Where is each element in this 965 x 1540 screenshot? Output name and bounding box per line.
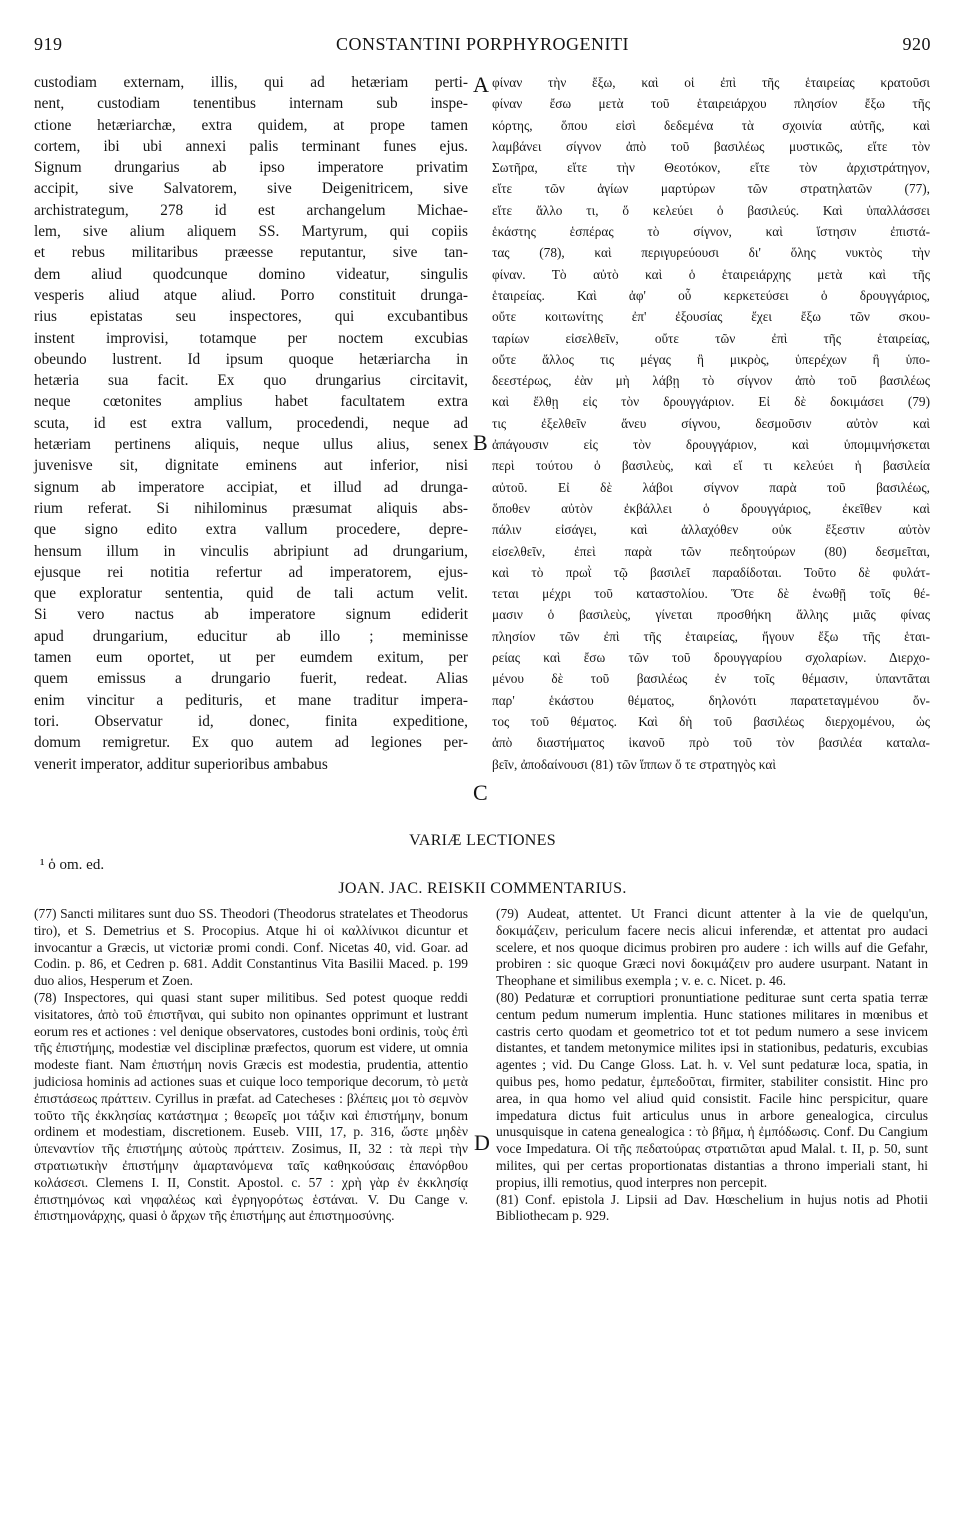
greek-text-line: τεται μέχρι τοῦ καταστολίου. Ὅτε δὲ ἑνωθῇ τοῖς θέ- <box>492 586 930 602</box>
latin-text-line: lem, sive alium aliquem SS. Martyrum, qui copiis <box>34 223 468 241</box>
latin-text-line: juvenisve sit, dignitate eminens aut inferior, nisi <box>34 457 468 475</box>
latin-text-line: cortem, ibi ubi annexi palis terminant funes ejus. <box>34 137 468 155</box>
latin-text-line: tori. Observatur id, donec, finita expeditione, <box>34 712 468 730</box>
greek-text-column <box>492 72 930 775</box>
latin-text-line: Si vero nactus ab imperatore signum ediderit <box>34 606 468 624</box>
greek-text-line: τις ἐξελθεῖν ἄνευ σίγνου, δεσμοῦσιν αὐτὸν καὶ <box>492 415 930 431</box>
latin-text-line: et rebus militaribus præesse reputantur, sive tan- <box>34 244 468 262</box>
greek-text-line: μασιν ὁ βασιλεὺς, γίνεται προσθήκη ἄλλης μιᾶς φίνας <box>492 607 930 623</box>
variae-lectiones-heading: VARIÆ LECTIONES <box>409 832 556 849</box>
running-title: CONSTANTINI PORPHYROGENITI <box>335 34 630 54</box>
latin-text-column <box>34 72 468 775</box>
greek-text-line: πάλιν εἰσάγει, καὶ ἀλλαχόθεν οὐκ ἔξεστιν αὐτὸν <box>492 522 930 538</box>
margin-marker-c: C <box>473 780 488 805</box>
latin-text-line: Signum drungarius ab ipso imperatore privatim <box>34 159 468 177</box>
latin-text-line: custodiam externam, illis, qui ad hetæriam perti- <box>34 74 468 91</box>
commentary-heading: JOAN. JAC. REISKII COMMENTARIUS. <box>338 880 627 897</box>
greek-text-line: λαμβάνει σίγνον ἀπὸ τοῦ βασιλέως μυστικῶς, εἴτε τὸν <box>492 138 930 154</box>
commentary-note: (80) Pedaturæ et corruptiori pronuntiatione pediturae sunt certa spatia terræ centum pedum numerum implentia. Hunc stationes militares in mœnibus et castris certo quodam et geometrico tot et tot pedum numero a sese invicem distantes, et tandem metonymice milites ipsi in stationibus, pedaturis, excubias agentes ; vid. Du Cange Gloss. Lat. h. v. Vel sunt pedaturæ loca, spatia, in quibus pes, homo pedatur, ἐμπεδοῦται, firmiter, stabiliter consistit. Hinc pro area, in qua homo vel aliud quid consistit. Facile hinc perspicitur, quare impedatura dictus fuit articulus unus in arbore genealogica, circulus unusquisque in catena genealogica : τὸ βῆμα, ἡ ἐμπόδωσις. Conf. Du Cangium voce Impedatura. Οἱ τῆς πεδατούρας στρατιῶται apud Malal. t. II, p. 50, sunt milites, qui per certas proportionatas distantias a throno imperiali stant, hi propius, illi remotius, quod interpres non percepit. <box>496 989 928 1190</box>
greek-text-line: πλησίον τῶν ἐπὶ τῆς ἑταιρείας, ἤγουν ἔξω τῆς ἑται- <box>492 628 930 644</box>
commentary-notes-right <box>496 906 928 1225</box>
greek-text-line: κόρτης, ὅπου εἰσὶ δεδεμένα τὰ σχοινία αὐτῆς, καὶ <box>492 117 930 133</box>
latin-text-line: nent, custodiam tenentibus internam sub inspe- <box>34 95 468 113</box>
greek-text-line: βεῖν, ἀποδαίνουσι (81) τῶν ἵππων ὅ τε στρατηγὸς καὶ <box>492 756 776 772</box>
commentary-note: (81) Conf. epistola J. Lipsii ad Dav. Hœschelium in hujus notis ad Photii Bibliothecam p. 929. <box>496 1191 928 1224</box>
latin-text-line: que exploratur sententia, quid de tali actum velit. <box>34 585 468 603</box>
greek-text-line: αὐτοῦ. Εἰ δὲ λάβοι σίγνον παρὰ τοῦ βασιλέως, <box>492 479 930 495</box>
greek-text-line: καὶ ἔλθῃ εἰς τὸν δρουγγάριον. Εἰ δὲ δοκιμάσει (79) <box>492 394 930 410</box>
greek-text-line: ρείας καὶ ἔσω τῶν τοῦ δρουγγαρίου σχολαρίων. Διερχο- <box>492 650 930 666</box>
latin-text-line: hetæriam pertinens aliquis, neque ullus alius, senex <box>34 436 468 454</box>
latin-text-line: tamen eum oportet, ut per eumdem exitum, per <box>34 649 468 667</box>
greek-text-line: ἀπὸ διαστήματος ἱκανοῦ πρὸ τοῦ τὸν βασιλέα καταλα- <box>492 735 930 751</box>
latin-text-line: accipit, sive Salvatorem, sive Deigenitricem, sive <box>34 180 468 198</box>
greek-text-line: ἑταιρείας. Καὶ ἀφ' οὗ κερκετεύσει ὁ δρουγγάριος, <box>492 287 930 303</box>
latin-text-line: quem emissus a drungario fuerit, redeat. Alias <box>34 670 468 688</box>
commentary-notes-left <box>34 906 468 1225</box>
greek-text-line: εἰσελθεῖν, ἐπεὶ παρὰ τῶν πεδητούρων (80) δεσμεῖται, <box>492 543 930 559</box>
greek-text-line: εἴτε τῶν ἁγίων μαρτύρων τῶν στρατηλατῶν (77), <box>492 181 930 197</box>
greek-text-line: Σωτῆρα, εἴτε τὴν Θεοτόκον, εἴτε τὸν ἀρχιστράτηγον, <box>492 160 930 176</box>
latin-text-line: hetæria sua facit. Ex quo drungarius circitavit, <box>34 372 468 390</box>
page-number-left: 919 <box>34 34 63 54</box>
greek-text-line: τας (78), καὶ περιγυρεύουσι δι' ὅλης νυκτὸς τὴν <box>492 245 930 261</box>
greek-text-line: φίναν τὴν ἔξω, καὶ οἱ ἐπὶ τῆς ἑταιρείας κρατοῦσι <box>492 75 930 90</box>
commentary-note: (77) Sancti militares sunt duo SS. Theodori (Theodorus stratelates et Theodorus tiro), et S. Demetrius et S. Procopius. Atque hi οἱ καλλίνικοι dicuntur et invocantur a Græcis, ut victoriæ promi condi. Conf. Nicetas 40, vid. Goar. ad Codin. p. 86, et Cedren p. 681. Addit Constantinus Vita Basilii Maced. p. 199 duo alios, Hesperum et Zoen. <box>34 906 468 989</box>
greek-text-line: παρ' ἑκάστου θέματος, δηλονότι παρατεταγμένου ὄν- <box>492 692 930 708</box>
latin-text-line: dem aliud quodcunque domino videatur, singulis <box>34 265 468 283</box>
greek-text-line: εἴτε ἄλλο τι, ὅ κελεύει ὁ βασιλεύς. Καὶ ὑπαλλάσσει <box>492 202 930 218</box>
commentary-note: (79) Audeat, attentet. Ut Franci dicunt attenter à la vie de quelqu'un, δοκιμάζειν, periculum facere necis alicui inferendæ, et attentat pro audaci scelere, et nos quoque dicimus probiren pro audere : ich wills auf die Gefahr, probiren : sic quoque Græci novi δοκιμάζειν pro audere usurpant. Natant in Theophane et similibus exempla ; v. e. c. Nicet. p. 46. <box>496 906 928 989</box>
greek-text-line: ἑκάστης ἑσπέρας τὸ σίγνον, καὶ ἵστησιν ἐπιστά- <box>492 224 930 240</box>
margin-marker-b: B <box>473 430 488 455</box>
greek-text-line: μένου δὲ τοῦ βασιλέως ἐν τοῖς θέμασιν, ὑπαντᾶται <box>492 671 930 687</box>
greek-text-line: φίναν. Τὸ αὐτὸ καὶ ὁ ἑταιρειάρχης μετὰ καὶ τῆς <box>492 266 930 282</box>
latin-text-line: obeundo lustrent. Id ipsum quoque hetæriarcha in <box>34 350 468 368</box>
latin-text-line: instent improvisi, totamque per noctem excubias <box>34 329 468 347</box>
greek-text-line: ταρίων εἰσελθεῖν, οὔτε τῶν ἐπὶ τῆς ἑταιρείας, <box>492 330 930 346</box>
running-header <box>34 34 931 60</box>
latin-text-line: scuta, id est extra vallum, procedendi, neque ad <box>34 414 468 432</box>
latin-text-line: ctione hetæriarchæ, extra quidem, at prope tamen <box>34 116 468 134</box>
greek-text-line: δεεστέρως, ἐὰν μὴ λάβῃ τὸ σίγνον ἀπὸ τοῦ βασιλέως <box>492 373 930 389</box>
margin-marker-a: A <box>473 72 489 97</box>
latin-text-line: hensum illum in vinculis abripiunt ad drungarium, <box>34 542 468 560</box>
page-number-right: 920 <box>902 34 931 54</box>
commentary-note: (78) Inspectores, qui quasi stant super militibus. Sed potest quoque reddi visitatores, ἀπὸ τοῦ ἐπιστῆναι, qui subito non opinantes opprimunt et lustrant eorum res et actiones : vel denique observatores, custodes boni ordinis, τοὺς ἐπὶ τῆς ἐπιστήμης, modestiæ vel disciplinæ præfectos, quorum est videre, ut omnia modeste fiant. Nam ἐπιστήμη novis Græcis est modestia, prudentia, attentio judiciosa hominis ad actiones suas et cuique loco temporique decorum, τὸ μετὰ ἐπιστάσεως πράττειν. Cyrillus in præfat. ad Catecheses : βλέπεις μοι τὸ σεμνὸν τοῦτο τῆς ἐκκλησίας κατάστημα ; θεωρεῖς μοι τάξιν καὶ ἐπιστήμην, bonum ordinem et modestiam, discretionem. Euseb. VIII, 17, p. 316, ὥστε μηδὲν ὑπεναντίον τῆς ἐπιστήμης αὐτοὺς πράττειν. Zosimus, II, 32 : τὰ περὶ τὴν στρατιωτικὴν ἐπιστήμην ἁμαρτανόμενα ταῖς καθηκούσαις ἐπανόρθου κολάσεσι. Clemens I. II, Constit. Apostol. c. 57 : χρὴ γὰρ ἐν ἐκκλησίᾳ ἐπιστημόνως καὶ νηφαλέως καὶ ἐγρηγορότως ἑστάναι. V. Du Cange v. ἐπιστημονάρχης, quasi ὁ ἄρχων τῆς ἐπιστήμης aut ἐπιστημοσύνης. <box>34 989 468 1224</box>
latin-text-line: ejusque rei notitia refertur ad imperatorem, ejus- <box>34 563 468 581</box>
latin-text-line: rius epistatas seu inspectores, qui excubantibus <box>34 308 468 326</box>
greek-text-line: ὅποθεν αὐτὸν ἐκβάλλει ὁ δρουγγάριος, ἐκεῖθεν καὶ <box>492 500 930 516</box>
latin-text-line: apud drungarium, educitur ab illo ; meminisse <box>34 627 468 645</box>
variant-reading-note: ¹ ὁ om. ed. <box>40 857 105 873</box>
greek-text-line: καὶ τὸ πρωῒ τῷ βασιλεῖ παραδίδοται. Τοῦτο δὲ φυλάτ- <box>492 564 930 580</box>
latin-text-line: archistrategum, 278 id est archangelum Michae- <box>34 201 468 219</box>
latin-text-line: vesperis aliud atque aliud. Porro constituit drunga- <box>34 286 468 304</box>
greek-text-line: τος τοῦ θέματος. Καὶ δὴ τοῦ βασιλέως διερχομένου, ὡς <box>492 713 930 729</box>
greek-text-line: οὔτε ἄλλος τις μέγας ἢ μικρὸς, ὑπερέχων ἢ ὑπο- <box>492 351 930 367</box>
greek-text-line: περὶ τούτου ὁ βασιλεὺς, καὶ εἴ τι κελεύει ἡ βασιλεία <box>492 458 930 474</box>
greek-text-line: φίναν ἔσω μετὰ τοῦ ἑταιρειάρχου πλησίον ἔξω τῆς <box>492 96 930 112</box>
latin-text-line: neque cœtonites amplius habet facultatem extra <box>34 393 468 411</box>
latin-text-line: venerit imperator, additur superioribus ambabus <box>34 755 328 773</box>
latin-text-line: signum ab imperatore accipiat, et illud ad drunga- <box>34 478 468 496</box>
margin-marker-d: D <box>474 1130 490 1155</box>
latin-text-line: que signo edito extra vallum procedere, depre- <box>34 521 468 539</box>
greek-text-line: ἀπάγουσιν εἰς τὸν δρουγγάριον, καὶ ὑπομιμνήσκεται <box>492 437 930 453</box>
latin-text-line: enim vincitur a pedituris, et mane traditur impera- <box>34 691 468 709</box>
latin-text-line: domum remigretur. Ex quo autem ad legiones per- <box>34 734 468 752</box>
latin-text-line: rium referat. Si nihilominus præsumat aliquis abs- <box>34 499 468 517</box>
greek-text-line: οὔτε κοιτωνίτης ἐπ' ἐξουσίας ἔχει ἔξω τῶν σκου- <box>492 309 930 325</box>
